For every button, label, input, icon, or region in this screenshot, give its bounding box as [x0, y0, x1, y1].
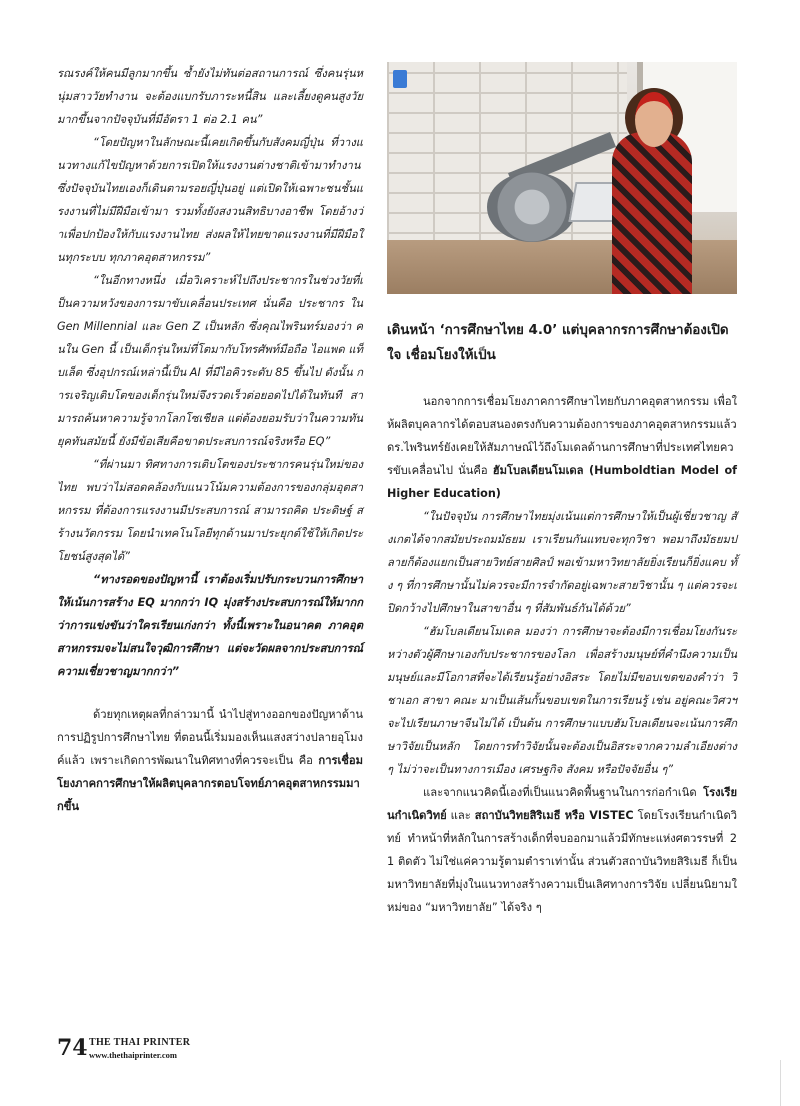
page-number: 74	[57, 1035, 88, 1061]
paragraph	[57, 703, 363, 818]
quote-paragraph: “ในอีกทางหนึ่ง เมื่อวิเคราะห์ไปถึงประชากรในช่วงวัยที่เป็นความหวังของการมาขับเคลื่อนประเทศ นั่นคือ ประชากร ใน Gen Millennial และ Gen Z เป็นหลัก ซึ่งคุณไพรินทร์มองว่า คนใน Gen นี้ เป็นเด็กรุ่นใหม่ที่โตมากับโทรศัพท์มือถือ ไอแพด แท็บเล็ต ซึ่งอุปกรณ์เหล่านี้เป็น AI ที่มีไอคิวระดับ 85 ขึ้นไป ดังนั้น การเจริญเติบโตของเด็กรุ่นใหม่จึงรวดเร็วต่อยอดไปได้ในทันที สามารถค้นหาความรู้จากโลกโซเชียล แต่ต้องยอมรับว่าในความทันยุคทันสมัยนี้ ยังมีข้อเสียคือขาดประสบการณ์จริงหรือ EQ”	[57, 274, 363, 448]
person-head	[635, 92, 673, 147]
page-edge	[780, 1060, 800, 1106]
section-heading: เดินหน้า ‘การศึกษาไทย 4.0’ แต่บุคลากรการศึกษาต้องเปิดใจ เชื่อมโยงให้เป็น	[387, 323, 729, 363]
corner-logo-icon	[393, 70, 407, 88]
paragraph-text: และ	[446, 809, 475, 822]
quote-paragraph: “ฮัมโบลเดียนโมเดล มองว่า การศึกษาจะต้องมีการเชื่อมโยงกันระหว่างตัวผู้ศึกษาเองกับประชากรของโลก เพื่อสร้างมนุษย์ที่คำนึงความเป็นมนุษย์และมีโอกาสที่จะได้เรียนรู้อย่างอิสระ โดยไม่มีขอบเขตของคำว่า วิชาเอก สาขา คณะ มาเป็นเส้นกั้นขอบเขตในการเรียนรู้ เช่น อยู่คณะวิศวฯ จะไปเรียนภาษาจีนไม่ได้ เป็นต้น การศึกษาแบบฮัมโบลเดียนจะเน้นการศึกษาวิจัยเป็นหลัก โดยการทำวิจัยนั้นจะต้องเป็นอิสระจากความลำเอียงต่าง ๆ ไม่ว่าจะเป็นทางการเมือง เศรษฐกิจ สังคม หรือปัจจัยอื่น ๆ”	[387, 625, 737, 776]
paragraph	[387, 390, 737, 505]
miter-saw	[487, 172, 577, 242]
paragraph-bold-text: โรงเรียนกำเนิดวิทย์	[387, 786, 737, 822]
paragraph: รณรงค์ให้คนมีลูกมากขึ้น ซ้ำยังไม่ทันต่อสถานการณ์ ซึ่งคนรุ่นหนุ่มสาววัยทำงาน จะต้องแบกรับภาระหนี้สิน และเลี้ยงดูคนสูงวัยมากขึ้นจากปัจจุบันที่มีอัตรา 1 ต่อ 2.1 คน”	[57, 67, 363, 126]
highlight-quote: “ทางรอดของปัญหานี้ เราต้องเริ่มปรับกระบวนการศึกษา ให้เน้นการสร้าง EQ มากกว่า IQ มุ่งสร้างประสบการณ์ให้มากกว่าการแข่งขันว่าใครเรียนเก่งกว่า ทั้งนี้เพราะในอนาคต ภาคอุตสาหกรรมจะไม่สนใจวุฒิการศึกษา แต่จะวัดผลจากประสบการณ์ความเชี่ยวชาญมากกว่า”	[57, 573, 363, 678]
paragraph-bold-text: การเชื่อมโยงภาคการศึกษาให้ผลิตบุคลากรตอบโจทย์ภาคอุตสาหกรรมมากขึ้น	[57, 754, 363, 813]
paragraph-text: โดยโรงเรียนกำเนิดวิทย์ ทำหน้าที่หลักในการสร้างเด็กที่จบออกมาแล้วมีทักษะแห่งศตวรรษที่ 21 ติดตัว ไม่ใช่แค่ความรู้ตามตำราเท่านั้น ส่วนตัวสถาบันวิทยสิริเมธี ก็เป็นมหาวิทยาลัยที่มุ่งในแนวทางสร้างความเป็นเลิศทางการวิจัย เปลี่ยนนิยามใหม่ของ “มหาวิทยาลัย” ได้จริง ๆ	[387, 809, 737, 914]
workshop-photo	[387, 62, 737, 294]
website-link: www.thethaiprinter.com	[89, 1050, 177, 1060]
page-footer	[57, 1035, 357, 1065]
paragraph-text: นอกจากการเชื่อมโยงภาคการศึกษาไทยกับภาคอุตสาหกรรม เพื่อให้ผลิตบุคลากรได้ตอบสนองตรงกับความต้องการของภาคอุตสาหกรรมแล้ว ดร.ไพรินทร์ยังเคยให้สัมภาษณ์ไว้ถึงโมเดลด้านการศึกษาที่ประเทศไทยควรขับเคลื่อนไป นั่นคือ	[387, 395, 737, 477]
paragraph-bold-text: สถาบันวิทยสิริเมธี หรือ VISTEC	[474, 809, 634, 822]
paragraph-text: และจากแนวคิดนี้เองที่เป็นแนวคิดพื้นฐานในการก่อกำเนิด	[423, 786, 704, 799]
person-plaid-shirt	[612, 132, 692, 294]
quote-paragraph: “ในปัจจุบัน การศึกษาไทยมุ่งเน้นแต่การศึกษาให้เป็นผู้เชี่ยวชาญ สังเกตได้จากสมัยประถมมัธยม เราเรียนกันแทบจะทุกวิชา พอมาถึงมัธยมปลายก็ต้องแยกเป็นสายวิทย์สายศิลป์ พอเข้ามหาวิทยาลัยยิ่งเรียนก็ยิ่งแคบ ทั้ง ๆ ที่การศึกษานั้นไม่ควรจะมีการจำกัดอยู่เฉพาะสายวิชานั้น ๆ แต่ควรจะเปิดกว้างไปศึกษาในสาขาอื่น ๆ ที่สัมพันธ์กันได้ด้วย”	[387, 510, 737, 615]
masthead: THE THAI PRINTER	[89, 1037, 191, 1048]
paragraph-bold-text: ฮัมโบลเดียนโมเดล (Humboldtian Model of Higher Education)	[387, 464, 737, 500]
right-column	[387, 318, 737, 919]
left-column	[57, 62, 363, 818]
paragraph-text: ด้วยทุกเหตุผลที่กล่าวมานี้ นำไปสู่ทางออกของปัญหาด้านการปฏิรูปการศึกษาไทย ที่ตอนนี้เริ่มมองเห็นแสงสว่างปลายอุโมงค์แล้ว เพราะเกิดการพัฒนาในทิศทางที่ควรจะเป็น คือ	[57, 708, 363, 767]
paragraph	[387, 781, 737, 919]
quote-paragraph: “ที่ผ่านมา ทิศทางการเติบโตของประชากรคนรุ่นใหม่ของไทย พบว่าไม่สอดคล้องกับแนวโน้มความต้องการของกลุ่มอุตสาหกรรม ที่ต้องการแรงงานมีประสบการณ์ สามารถคิด ประดิษฐ์ สร้างนวัตกรรม โดยนำเทคโนโลยีทุกด้านมาประยุกต์ใช้ให้เกิดประโยชน์สูงสุดได้”	[57, 458, 363, 563]
quote-paragraph: “โดยปัญหาในลักษณะนี้เคยเกิดขึ้นกับสังคมญี่ปุ่น ที่วางแนวทางแก้ไขปัญหาด้วยการเปิดให้แรงงานต่างชาติเข้ามาทำงาน ซึ่งปัจจุบันไทยเองก็เดินตามรอยญี่ปุ่นอยู่ แต่เปิดให้เฉพาะชนชั้นแรงงานที่ไม่มีฝีมือเข้ามา รวมทั้งยังสงวนสิทธิบางอาชีพ โดยอ้างว่าเพื่อปกป้องให้กับแรงงานไทย ส่งผลให้ไทยขาดแรงงานที่มีฝีมือในทุกระบบ ทุกภาคอุตสาหกรรม”	[57, 136, 363, 264]
